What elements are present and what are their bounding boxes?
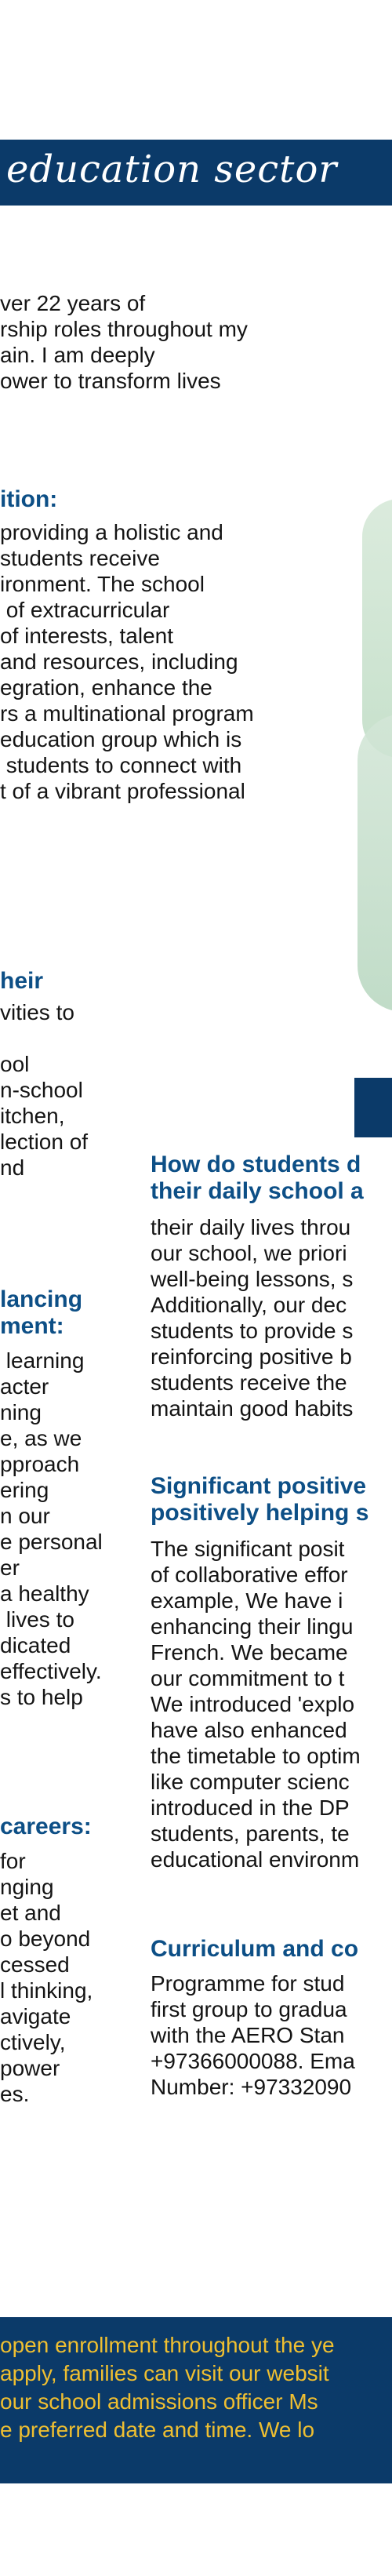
portrait-photo [351, 478, 392, 1059]
intro-paragraph: ver 22 years of rship roles throughout my ain. I am deeply ower to transform lives [0, 291, 248, 393]
section-heading: How do students d their daily school a [151, 1152, 364, 1204]
photo-highlight [358, 714, 392, 1012]
section-heading: heir [0, 968, 44, 994]
section-body: vities to ool n-school itchen, lection of nd [0, 1000, 89, 1180]
enrollment-text: open enrollment throughout the ye apply, families can visit our websit our school admissions officer Ms e preferred date and time. We lo [0, 2333, 335, 2442]
section-body: learning acter ning e, as we pproach ering n our e personal er a healthy lives to dicated effectively. s to help [0, 1348, 103, 1709]
section-body: for nging et and o beyond cessed l thinking, avigate ctively, power es. [0, 1849, 93, 2106]
section-body: The significant posit of collaborative effor example, We have i enhancing their lingu French. We became our commitment to t We introduced 'explo have also enhanced the timetable to optim like computer scienc introduced in the DP students, parents, te educational environm [151, 1537, 361, 1872]
title-banner [0, 140, 392, 206]
section-body: their daily lives throu our school, we priori well-being lessons, s Additionally, our dec students to provide s reinforcing positive b students receive the maintain good habits [151, 1215, 354, 1421]
section-heading: Significant positive positively helping s [151, 1473, 369, 1526]
section-heading: ition: [0, 486, 58, 512]
photo-caption-bar [354, 1078, 392, 1137]
section-body: providing a holistic and students receive ironment. The school of extracurricular of interests, talent and resources, including egration, enhance the rs a multinational program education group which is students to connect with t of a vibrant professional [0, 520, 254, 803]
section-body: Programme for stud first group to gradua with the AERO Stan +97366000088. Ema Number: +97332090 [151, 1971, 355, 2099]
section-heading: lancing ment: [0, 1286, 83, 1339]
page-title: education sector [6, 147, 338, 191]
enrollment-banner [0, 2317, 392, 2483]
section-heading: Curriculum and co [151, 1936, 359, 1962]
section-heading: careers: [0, 1814, 92, 1839]
